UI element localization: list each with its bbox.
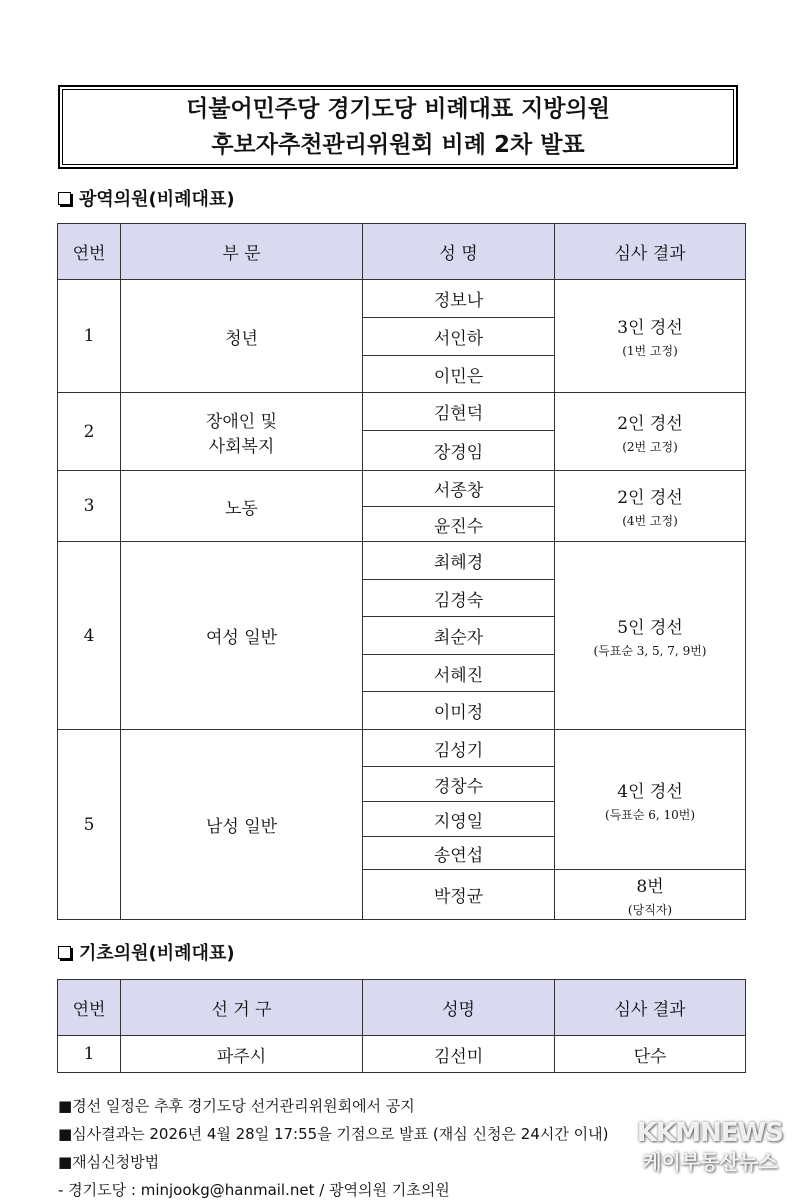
candidate-name: 송연섭: [363, 837, 555, 870]
table-row: [58, 280, 746, 318]
row-category: 여성 일반: [121, 542, 363, 730]
table-row: [58, 1036, 746, 1073]
candidate-name: 최혜경: [363, 542, 555, 580]
result-note: (당직자): [627, 902, 673, 917]
metropolitan-table: [57, 223, 746, 920]
candidate-name: 김성기: [363, 730, 555, 767]
candidate-name: 장경임: [363, 431, 555, 471]
header-name: 성명: [363, 980, 555, 1036]
square-bullet-icon: [58, 192, 71, 205]
header-result: 심사 결과: [555, 224, 746, 280]
header-no: 연번: [58, 980, 121, 1036]
category-line-1: 장애인 및: [205, 411, 278, 432]
result-note: (1번 고정): [622, 344, 678, 358]
header-district: 선 거 구: [121, 980, 363, 1036]
row-result: [555, 393, 746, 471]
candidate-name: 박정균: [363, 870, 555, 920]
row-no: 3: [58, 471, 121, 542]
title-inner: [62, 89, 734, 165]
title-box: [58, 85, 738, 169]
header-name: 성 명: [363, 224, 555, 280]
notes: [58, 1092, 608, 1204]
table-row: [58, 730, 746, 767]
table-row: [58, 542, 746, 580]
result-note: (2번 고정): [622, 439, 678, 454]
news-watermark: [637, 1118, 783, 1175]
row-result: [555, 471, 746, 542]
table-row: [58, 471, 746, 507]
row-result: [555, 730, 746, 870]
result-text: 3인 경선: [617, 318, 683, 338]
category-line-2: 사회복지: [208, 436, 275, 457]
watermark-en: KKMNEWS: [636, 1118, 783, 1148]
header-category: 부 문: [121, 224, 363, 280]
row-no: 2: [58, 393, 121, 471]
result-text: 5인 경선: [617, 617, 683, 638]
row-category: [121, 393, 363, 471]
row-name: 김선미: [363, 1036, 555, 1073]
row-category: 청년: [121, 280, 363, 393]
local-table: [57, 979, 746, 1073]
header-result: 심사 결과: [555, 980, 746, 1036]
row-category: 남성 일반: [121, 730, 363, 920]
table-header-row: [58, 224, 746, 280]
row-result: [555, 280, 746, 393]
candidate-name: 윤진수: [363, 507, 555, 542]
candidate-name: 김경숙: [363, 580, 555, 617]
candidate-name: 서혜진: [363, 655, 555, 692]
candidate-name: 최순자: [363, 617, 555, 655]
candidate-name: 지영일: [363, 802, 555, 837]
header-no: 연번: [58, 224, 121, 280]
result-text: 2인 경선: [617, 488, 683, 508]
row-no: 1: [58, 280, 121, 393]
candidate-name: 이미정: [363, 692, 555, 730]
note-line: ■심사결과는 2026년 4월 28일 17:55을 기점으로 발표 (재심 신청은 24시간 이내): [58, 1125, 609, 1143]
note-line: ■재심신청방법: [58, 1153, 160, 1171]
result-note: (득표순 6, 10번): [604, 807, 696, 822]
row-district: 파주시: [121, 1036, 363, 1073]
result-note: (4번 고정): [622, 514, 678, 528]
row-no: 4: [58, 542, 121, 730]
candidate-name: 이민은: [363, 356, 555, 393]
row-no: 5: [58, 730, 121, 920]
candidate-name: 김현덕: [363, 393, 555, 431]
watermark-ko: 케이부동산뉴스: [642, 1150, 778, 1174]
section-heading-text: 광역의원(비례대표): [79, 189, 235, 210]
result-text: 2인 경선: [617, 413, 683, 434]
row-result: 단수: [555, 1036, 746, 1073]
section-heading-text: 기초의원(비례대표): [79, 943, 235, 964]
candidate-name: 서종창: [363, 471, 555, 507]
candidate-name: 정보나: [363, 280, 555, 318]
row-result: [555, 542, 746, 730]
row-category: 노동: [121, 471, 363, 542]
note-line: - 경기도당 : minjookg@hanmail.net / 광역의원 기초의원: [58, 1181, 450, 1199]
table-header-row: [58, 980, 746, 1036]
result-text: 8번: [636, 876, 664, 897]
title-line-1: 더불어민주당 경기도당 비례대표 지방의원: [186, 96, 610, 122]
table-row: [58, 393, 746, 431]
candidate-name: 경창수: [363, 767, 555, 802]
square-bullet-icon: [58, 946, 71, 959]
candidate-name: 서인하: [363, 318, 555, 356]
row-result-extra: [555, 870, 746, 920]
note-line: ■경선 일정은 추후 경기도당 선거관리위원회에서 공지: [58, 1097, 415, 1115]
row-no: 1: [58, 1036, 121, 1073]
section-heading-local: [58, 939, 235, 965]
title-line-2: 후보자추천관리위원회 비례 2차 발표: [211, 132, 585, 158]
result-text: 4인 경선: [617, 781, 683, 802]
section-heading-metropolitan: [58, 185, 235, 211]
result-note: (득표순 3, 5, 7, 9번): [593, 643, 707, 658]
